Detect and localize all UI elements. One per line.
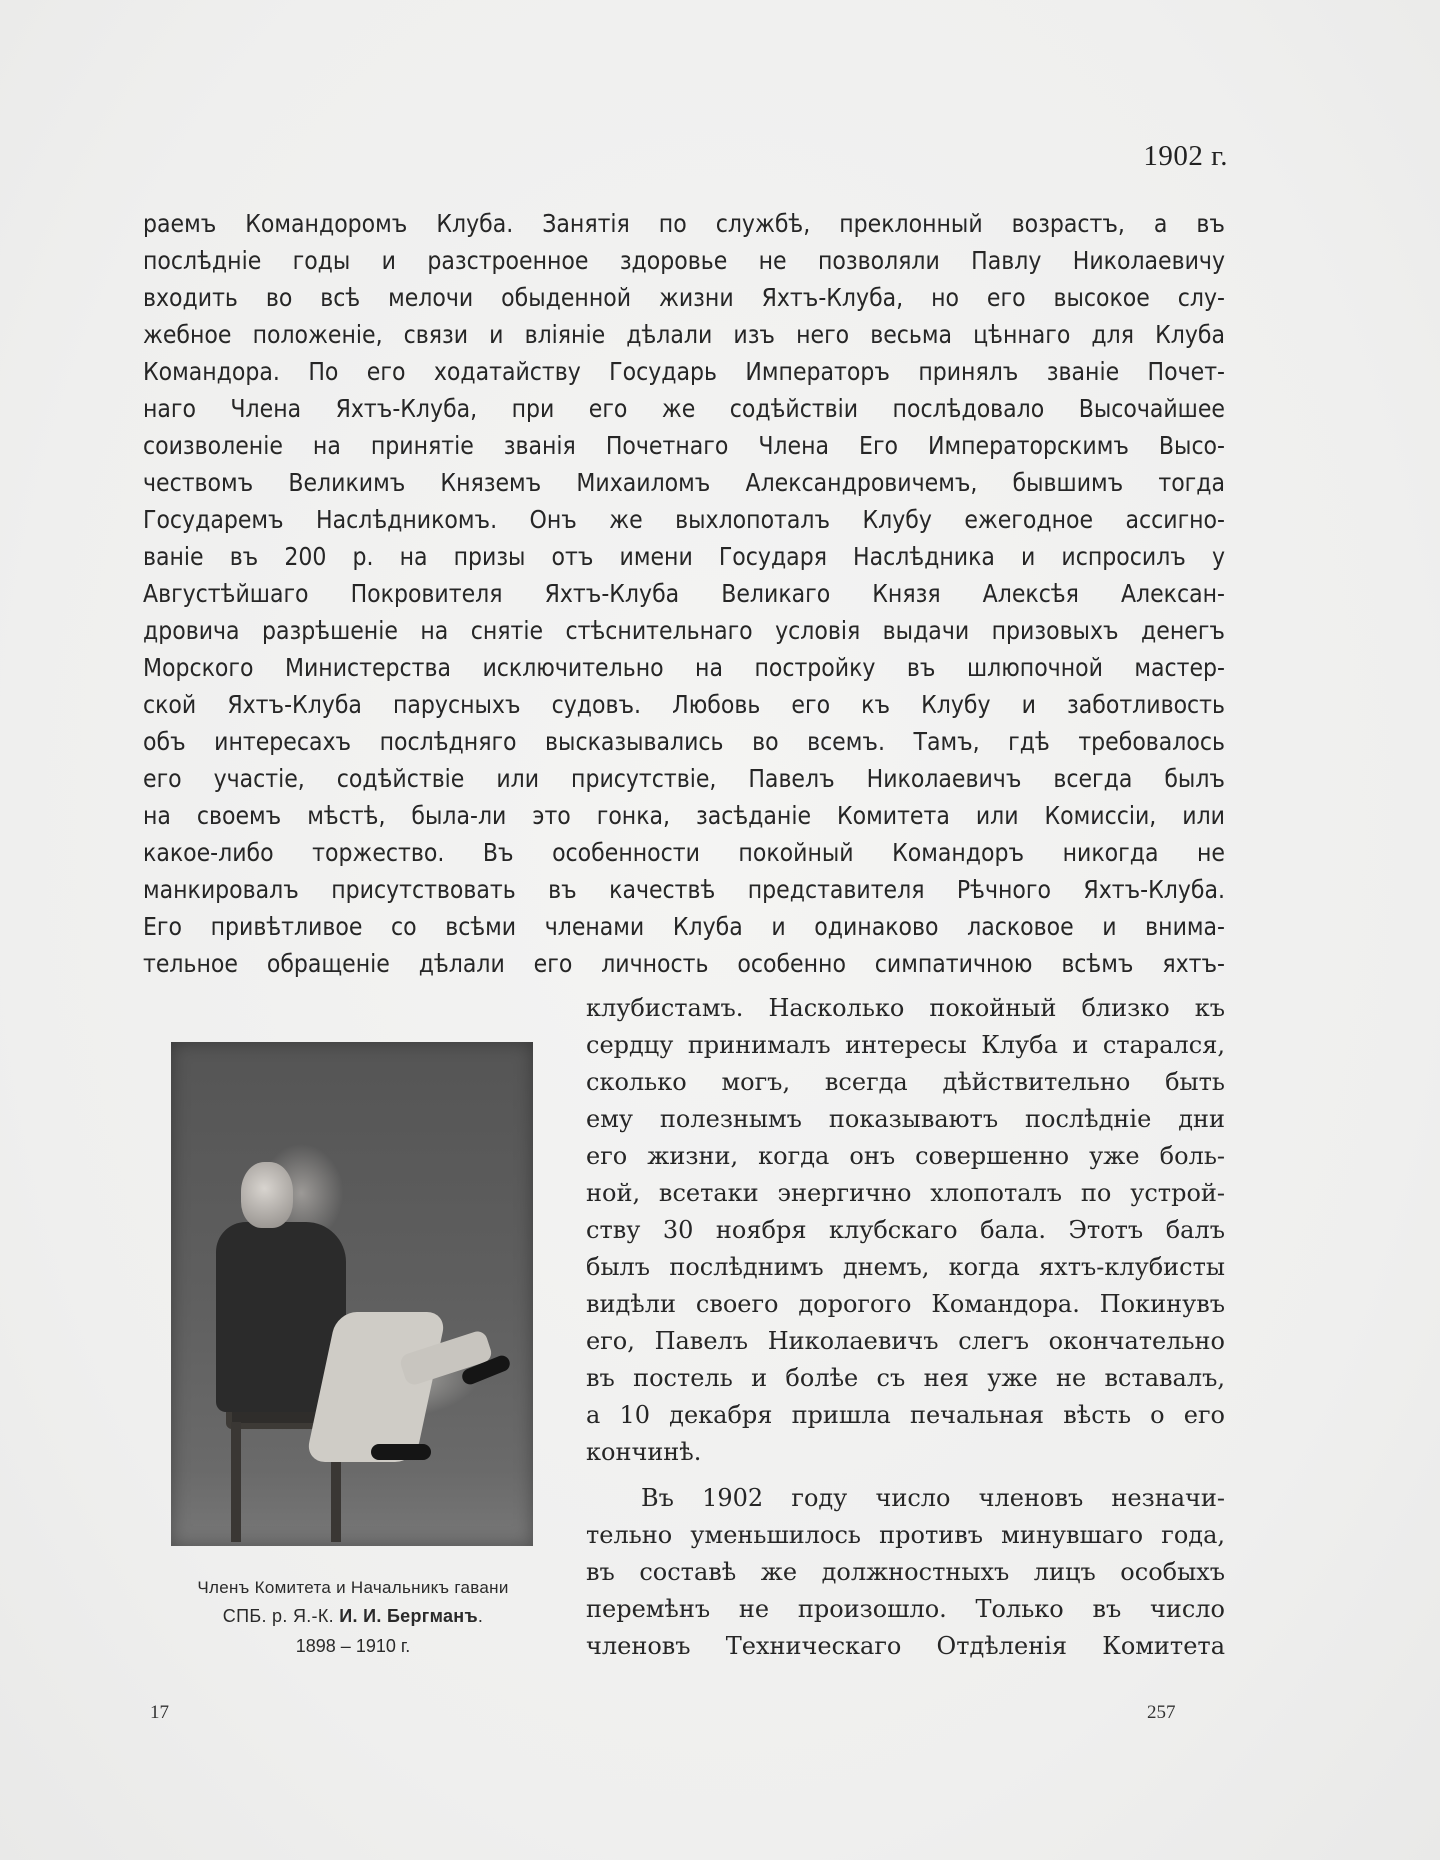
text-line: тельное обращеніе дѣлали его личность особенно симпатичною всѣмъ яхтъ-	[143, 949, 1225, 978]
text-line: клубистамъ. Насколько покойный близко къ	[586, 994, 1225, 1022]
text-line: наго Члена Яхтъ-Клуба, при его же содѣйствіи послѣдовало Высочайшее	[143, 394, 1225, 423]
shoe-shape	[371, 1444, 431, 1460]
text-line: тельно уменьшилось противъ минувшаго года,	[586, 1521, 1225, 1549]
caption-name: И. И. Бергманъ	[339, 1606, 478, 1626]
text-line: его участіе, содѣйствіе или присутствіе, Павелъ Николаевичъ всегда былъ	[143, 764, 1225, 793]
text-line: ству 30 ноября клубскаго бала. Этотъ балъ	[586, 1216, 1225, 1244]
paragraph-start-line: Въ 1902 году число членовъ незначи-	[641, 1484, 1225, 1512]
text-line: дровича разрѣшеніе на снятіе стѣснительнаго условія выдачи призовыхъ денегъ	[143, 616, 1225, 645]
text-line: чествомъ Великимъ Княземъ Михаиломъ Александровичемъ, бывшимъ тогда	[143, 468, 1225, 497]
text-line: ной, всетаки энергично хлопоталъ по устрой-	[586, 1179, 1225, 1207]
text-line: а 10 декабря пришла печальная вѣсть о его	[586, 1401, 1225, 1429]
photo-caption-years: 1898 – 1910 г.	[295, 1636, 411, 1656]
text-line: входить во всѣ мелочи обыденной жизни Яхтъ-Клуба, но его высокое слу-	[143, 283, 1225, 312]
running-header-year: 1902 г.	[1143, 140, 1228, 172]
text-line: сколько могъ, всегда дѣйствительно быть	[586, 1068, 1225, 1096]
text-line: ему полезнымъ показываютъ послѣдніе дни	[586, 1105, 1225, 1133]
text-line: въ составѣ же должностныхъ лицъ особыхъ	[586, 1558, 1225, 1586]
text-line: Морского Министерства исключительно на постройку въ шлюпочной мастер-	[143, 653, 1225, 682]
text-line: какое-либо торжество. Въ особенности покойный Командоръ никогда не	[143, 838, 1225, 867]
text-line: его жизни, когда онъ совершенно уже боль-	[586, 1142, 1225, 1170]
signature-mark: 17	[150, 1702, 169, 1723]
chair-leg-shape	[231, 1422, 241, 1542]
photo-caption-line-1: Членъ Комитета и Начальникъ гавани	[197, 1578, 509, 1597]
text-line: видѣли своего дорогого Командора. Покинувъ	[586, 1290, 1225, 1318]
text-line: Командора. По его ходатайству Государь Императоръ принялъ званіе Почет-	[143, 357, 1225, 386]
text-line: былъ послѣднимъ днемъ, когда яхтъ-клубисты	[586, 1253, 1225, 1281]
text-line: объ интересахъ послѣдняго высказывались во всемъ. Тамъ, гдѣ требовалось	[143, 727, 1225, 756]
text-line: раемъ Командоромъ Клуба. Занятія по службѣ, преклонный возрастъ, а въ	[143, 209, 1225, 238]
text-line: перемѣнъ не произошло. Только въ число	[586, 1595, 1225, 1623]
text-line: послѣдніе годы и разстроенное здоровье не позволяли Павлу Николаевичу	[143, 246, 1225, 275]
text-line: ваніе въ 200 р. на призы отъ имени Государя Наслѣдника и испросилъ у	[143, 542, 1225, 571]
text-line: кончинѣ.	[586, 1438, 702, 1466]
text-line: въ постель и болѣе съ нея уже не вставалъ,	[586, 1364, 1225, 1392]
portrait-photo	[171, 1042, 533, 1546]
text-line: на своемъ мѣстѣ, была-ли это гонка, засѣданіе Комитета или Комиссіи, или	[143, 801, 1225, 830]
caption-org: СПБ. р. Я.-К.	[222, 1606, 334, 1626]
photo-caption-line-2	[143, 1606, 563, 1627]
text-line: соизволеніе на принятіе званія Почетнаго Члена Его Императорскимъ Высо-	[143, 431, 1225, 460]
text-line: его, Павелъ Николаевичъ слегъ окончательно	[586, 1327, 1225, 1355]
text-line: жебное положеніе, связи и вліяніе дѣлали изъ него весьма цѣннаго для Клуба	[143, 320, 1225, 349]
text-line: сердцу принималъ интересы Клуба и старался,	[586, 1031, 1225, 1059]
page-number: 257	[1147, 1702, 1176, 1723]
text-line: Государемъ Наслѣдникомъ. Онъ же выхлопоталъ Клубу ежегодное ассигно-	[143, 505, 1225, 534]
text-line: ской Яхтъ-Клуба парусныхъ судовъ. Любовь его къ Клубу и заботливость	[143, 690, 1225, 719]
caption-period: .	[477, 1606, 484, 1626]
text-line: Его привѣтливое со всѣми членами Клуба и одинаково ласковое и внима-	[143, 912, 1225, 941]
figure-head-shape	[241, 1162, 293, 1228]
text-line: членовъ Техническаго Отдѣленія Комитета	[586, 1632, 1225, 1660]
text-line: Августѣйшаго Покровителя Яхтъ-Клуба Великаго Князя Алексѣя Алексан-	[143, 579, 1225, 608]
text-line: манкировалъ присутствовать въ качествѣ представителя Рѣчного Яхтъ-Клуба.	[143, 875, 1225, 904]
